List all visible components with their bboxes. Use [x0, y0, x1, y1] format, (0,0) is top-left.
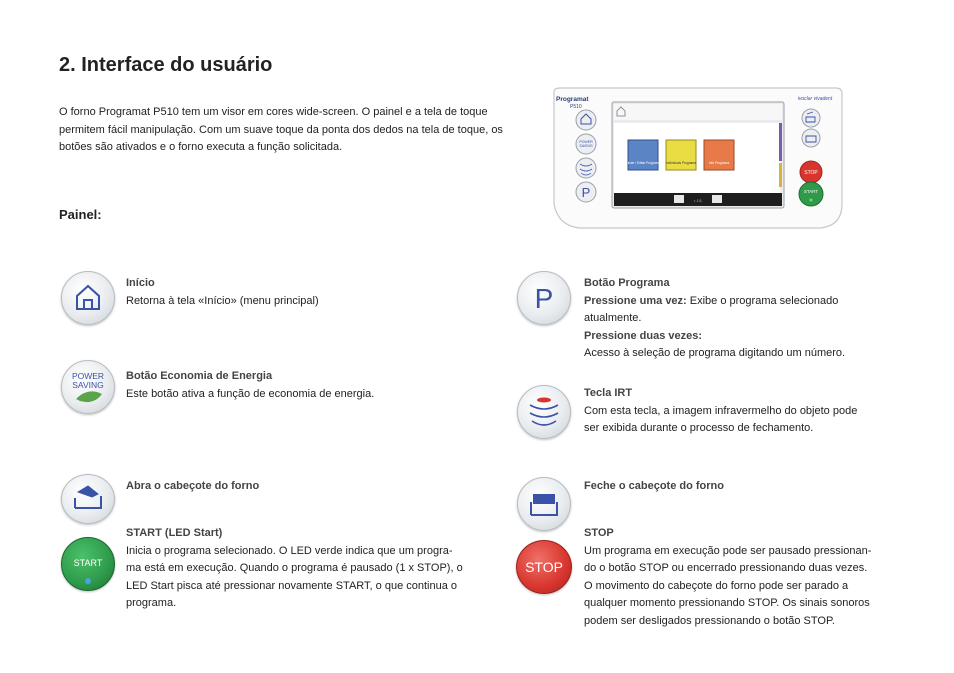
power-saving-icon [61, 360, 115, 414]
svg-text:Info Programa: Info Programa [708, 161, 730, 165]
program-title: Botão Programa [584, 277, 670, 289]
device-brand: Programat [556, 96, 589, 103]
start-button-icon [61, 537, 115, 591]
open-head-title: Abra o cabeçote do forno [126, 480, 260, 492]
page-title: 2. Interface do usuário [59, 54, 273, 76]
stop-description: STOP Um programa em execução pode ser pausado pressionan- do o botão STOP ou encerrado pressionando duas vezes. O movimento do cabeçote do forno pode ser parado a qualquer momento pressionando STOP. Os sinais sonoros podem ser desligados pressionando o botão STOP. [584, 525, 914, 630]
intro-paragraph: O forno Programat P510 tem um visor em cores wide-screen. O painel e a tela de toque permitem fácil manipulação. Com um suave toque da ponta dos dedos na tela de toque, os botões são ativados e o forno executa a função solicitada. [59, 106, 503, 153]
svg-text:START: START [803, 189, 819, 194]
irt-description: Tecla IRT Com esta tecla, a imagem infravermelho do objeto pode ser exibida durante o processo de fechamento. [584, 385, 904, 438]
home-text: Retorna à tela «Início» (menu principal) [126, 294, 319, 307]
open-head-icon [61, 474, 115, 524]
start-description: START (LED Start) Inicia o programa selecionado. O LED verde indica que um progra- ma está em execução. Quando o programa é pausado (1 x STOP), o LED Start pisca até pressionar novamente START, o que continua o programa. [126, 525, 506, 613]
home-description [126, 275, 496, 310]
open-head-description [126, 478, 496, 496]
svg-text:STOP: STOP [525, 559, 563, 575]
stop-title: STOP [584, 527, 614, 539]
irt-title: Tecla IRT [584, 387, 633, 399]
panel-heading: Painel: [59, 207, 102, 222]
svg-text:POWER: POWER [71, 371, 105, 381]
device-model: P510 [570, 104, 582, 110]
device-maker: ivoclar vivadent [797, 96, 833, 102]
svg-text:STOP: STOP [804, 170, 818, 176]
stop-button-icon [516, 540, 572, 594]
svg-text:SAVING: SAVING [579, 144, 593, 148]
power-saving-description [126, 368, 496, 403]
power-saving-title: Botão Economia de Energia [126, 370, 273, 382]
power-saving-text: Este botão ativa a função de economia de energia. [126, 387, 375, 400]
home-button-icon [61, 271, 115, 325]
close-head-description [584, 478, 904, 496]
close-head-title: Feche o cabeçote do forno [584, 480, 724, 492]
svg-text:START: START [73, 558, 103, 568]
close-head-icon [517, 477, 571, 531]
program-description: Botão Programa Pressione uma vez: Exibe o programa selecionado atualmente. Pressione duas vezes: Acesso à seleção de programa digitando um número. [584, 275, 904, 363]
home-title: Início [126, 277, 155, 289]
svg-text:• 1/1: • 1/1 [693, 198, 703, 203]
svg-text:P: P [534, 283, 554, 314]
furnace-panel-illustration [550, 86, 846, 232]
start-title: START (LED Start) [126, 527, 223, 539]
irt-key-icon [517, 385, 571, 439]
program-button-icon [517, 271, 571, 325]
svg-text:POWER: POWER [579, 140, 593, 144]
svg-text:Iniciar / Editar Programa: Iniciar / Editar Programa [625, 161, 661, 165]
svg-text:SAVING: SAVING [72, 380, 104, 390]
svg-text:Individuais Programa: Individuais Programa [666, 161, 696, 165]
svg-text:P: P [581, 185, 591, 200]
